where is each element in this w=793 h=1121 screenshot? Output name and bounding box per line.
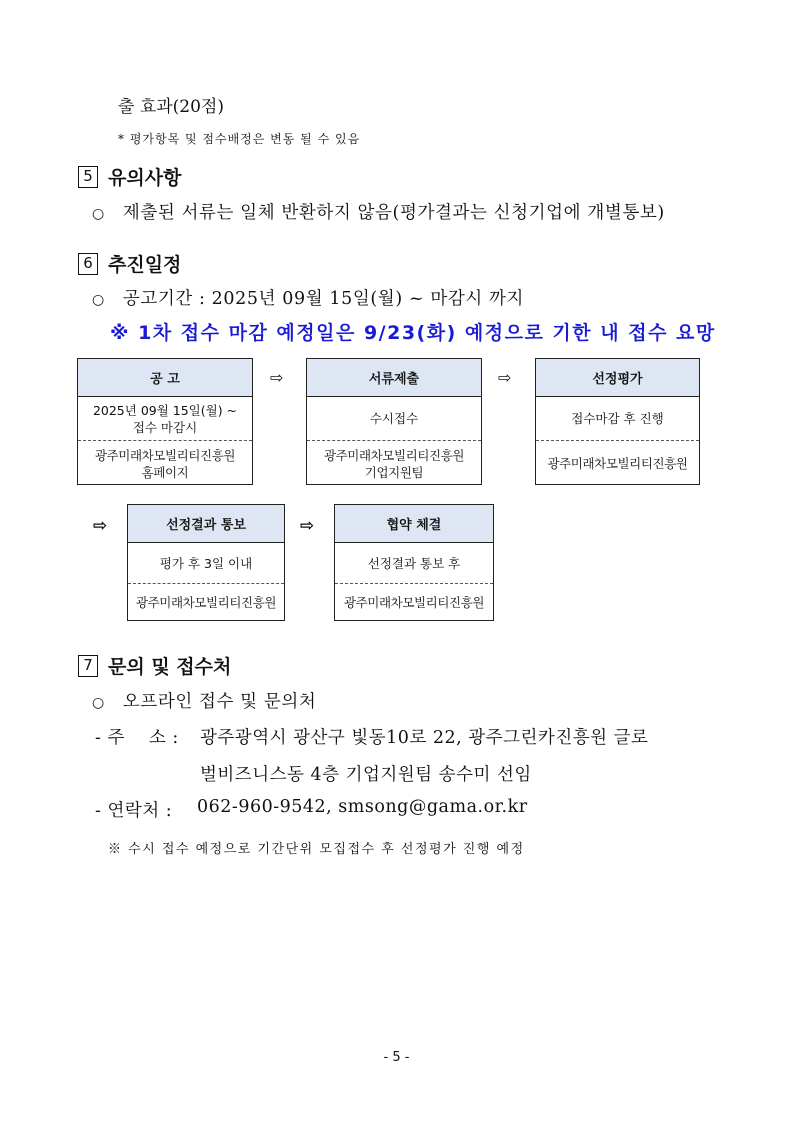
flow-step-document-submission <box>306 358 482 485</box>
flow-step-header: 선정결과 통보 <box>128 505 284 543</box>
section-title: 문의 및 접수처 <box>108 656 232 678</box>
arrow-right-icon: ⇨ <box>300 516 315 536</box>
flow-step-location: 광주미래차모빌리티진흥원 홈페이지 <box>94 447 236 480</box>
contact-label: - 연락처 : <box>95 801 173 821</box>
section-7-heading <box>78 652 231 679</box>
arrow-right-icon: ⇨ <box>270 368 284 387</box>
arrow-right-icon: ⇨ <box>498 368 512 387</box>
bullet-mark: ○ <box>92 695 105 711</box>
section-6-bullet <box>92 285 524 310</box>
flow-step-timing: 선정결과 통보 후 <box>335 543 493 584</box>
bullet-text: 공고기간 : 2025년 09월 15일(월) ~ 마감시 까지 <box>122 289 525 309</box>
arrow-right-icon: ⇨ <box>93 516 108 536</box>
flow-step-location: 광주미래차모빌리티진흥원 기업지원팀 <box>323 447 465 480</box>
contact-info: 062-960-9542, smsong@gama.or.kr <box>197 797 528 817</box>
section-5-bullet <box>92 199 665 224</box>
flow-step-selection-evaluation <box>535 358 700 485</box>
section-5-heading <box>78 163 181 190</box>
flow-step-announcement <box>77 358 253 485</box>
address-line-1: 광주광역시 광산구 빛동10로 22, 광주그린카진흥원 글로 <box>200 728 649 748</box>
section-6-heading <box>78 250 181 277</box>
flow-step-timing: 평가 후 3일 이내 <box>128 543 284 584</box>
deadline-emphasis: ※ 1차 접수 마감 예정일은 9/23(화) 예정으로 기한 내 접수 요망 <box>110 322 716 344</box>
evaluation-note: * 평가항목 및 점수배정은 변동 될 수 있음 <box>118 132 361 146</box>
evaluation-item-continuation: 출 효과(20점) <box>118 97 224 117</box>
page-number: - 5 - <box>383 1050 410 1065</box>
flow-step-header: 선정평가 <box>536 359 699 397</box>
address-label: - 주 소 : <box>95 728 179 748</box>
flow-step-location: 광주미래차모빌리티진흥원 <box>135 595 277 610</box>
section-7-bullet <box>92 688 316 713</box>
flow-step-location: 광주미래차모빌리티진흥원 <box>343 595 485 610</box>
flow-step-header: 협약 체결 <box>335 505 493 543</box>
flow-step-location: 광주미래차모빌리티진흥원 <box>547 456 688 471</box>
flow-step-timing: 2025년 09월 15일(월) ~ 접수 마감시 <box>78 397 252 441</box>
section-number-box: 5 <box>78 166 98 188</box>
bullet-text: 오프라인 접수 및 문의처 <box>122 692 317 712</box>
flow-step-result-notice <box>127 504 285 621</box>
section-number-box: 7 <box>78 655 98 677</box>
flow-step-timing: 수시접수 <box>307 397 481 441</box>
bullet-mark: ○ <box>92 292 105 308</box>
bullet-text: 제출된 서류는 일체 반환하지 않음(평가결과는 신청기업에 개별통보) <box>122 203 665 223</box>
flow-step-header: 서류제출 <box>307 359 481 397</box>
flow-step-header: 공 고 <box>78 359 252 397</box>
address-line-2: 벌비즈니스동 4층 기업지원팀 송수미 선임 <box>200 765 532 785</box>
bullet-mark: ○ <box>92 206 105 222</box>
section-number-box: 6 <box>78 253 98 275</box>
flow-step-timing: 접수마감 후 진행 <box>536 397 699 441</box>
flow-step-agreement <box>334 504 494 621</box>
section-title: 유의사항 <box>108 167 182 189</box>
rolling-application-note: ※ 수시 접수 예정으로 기간단위 모집접수 후 선정평가 진행 예정 <box>108 842 525 857</box>
section-title: 추진일정 <box>108 254 182 276</box>
